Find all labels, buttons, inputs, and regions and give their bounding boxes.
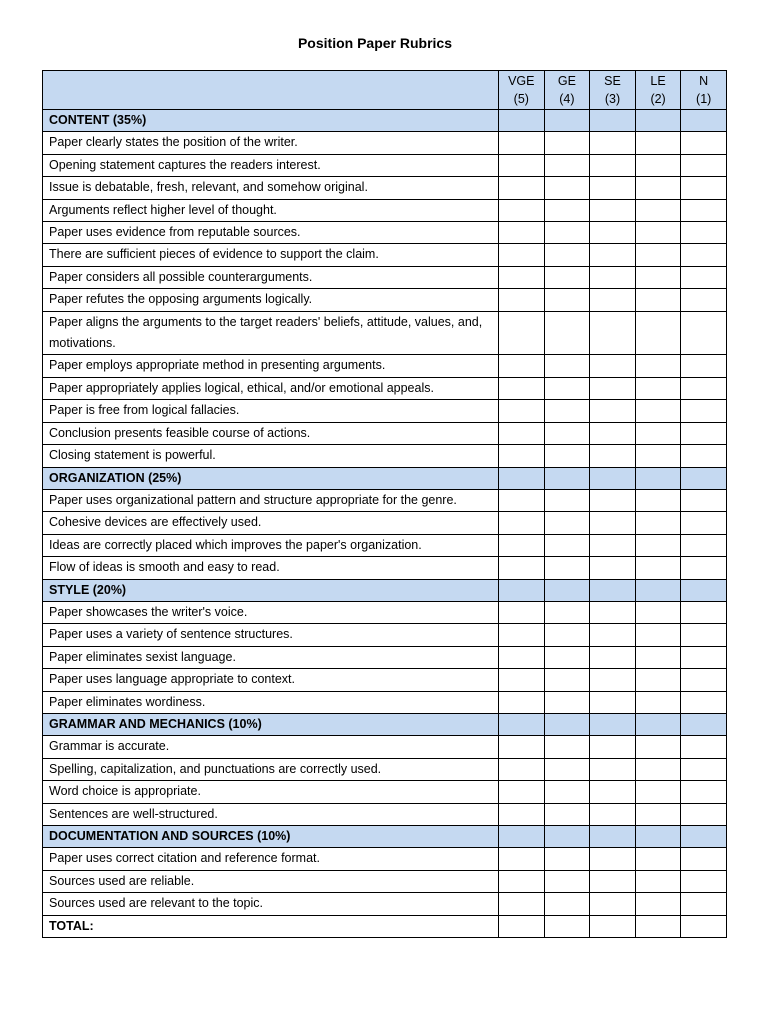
section-heading: CONTENT (35%) (43, 110, 499, 132)
score-cell (590, 467, 636, 489)
rubric-body (43, 110, 727, 938)
criterion-row (43, 422, 727, 444)
score-cell[interactable] (544, 736, 590, 758)
score-header-points: (4) (559, 92, 575, 106)
score-cell[interactable] (635, 736, 681, 758)
score-cell[interactable] (544, 691, 590, 713)
criterion-text: Paper uses correct citation and reference format. (43, 848, 499, 870)
score-cell[interactable] (590, 691, 636, 713)
score-cell[interactable] (590, 199, 636, 221)
criterion-text: Paper uses organizational pattern and structure appropriate for the genre. (43, 489, 499, 511)
criterion-text: Spelling, capitalization, and punctuations are correctly used. (43, 758, 499, 780)
criterion-row (43, 311, 727, 355)
score-cell (544, 467, 590, 489)
total-label: TOTAL: (43, 915, 499, 937)
score-cell[interactable] (590, 736, 636, 758)
score-cell[interactable] (681, 400, 727, 422)
criterion-row (43, 803, 727, 825)
criterion-text: Cohesive devices are effectively used. (43, 512, 499, 534)
criterion-row (43, 199, 727, 221)
score-cell[interactable] (635, 422, 681, 444)
score-cell[interactable] (681, 848, 727, 870)
criterion-text: Opening statement captures the readers interest. (43, 154, 499, 176)
score-cell[interactable] (499, 758, 545, 780)
score-cell[interactable] (544, 893, 590, 915)
score-cell[interactable] (590, 893, 636, 915)
score-cell[interactable] (590, 624, 636, 646)
score-cell[interactable] (635, 266, 681, 288)
score-cell[interactable] (635, 758, 681, 780)
score-cell[interactable] (544, 222, 590, 244)
score-cell[interactable] (681, 199, 727, 221)
score-cell[interactable] (590, 758, 636, 780)
criterion-text: Sources used are reliable. (43, 870, 499, 892)
score-cell[interactable] (499, 377, 545, 399)
score-cell[interactable] (635, 534, 681, 556)
score-cell[interactable] (590, 781, 636, 803)
score-cell[interactable] (544, 601, 590, 623)
score-cell[interactable] (635, 355, 681, 377)
score-header-points: (2) (650, 92, 666, 106)
score-cell[interactable] (499, 848, 545, 870)
score-cell (635, 467, 681, 489)
criterion-row (43, 848, 727, 870)
score-cell[interactable] (499, 154, 545, 176)
score-cell (635, 713, 681, 735)
score-header-abbr: SE (604, 74, 621, 88)
criterion-row (43, 177, 727, 199)
score-cell[interactable] (590, 132, 636, 154)
score-cell[interactable] (499, 266, 545, 288)
score-cell[interactable] (499, 803, 545, 825)
score-cell[interactable] (499, 132, 545, 154)
total-row (43, 915, 727, 937)
score-cell[interactable] (681, 266, 727, 288)
score-cell[interactable] (544, 422, 590, 444)
score-cell[interactable] (590, 646, 636, 668)
section-row (43, 579, 727, 601)
score-cell (635, 826, 681, 848)
score-cell[interactable] (590, 244, 636, 266)
score-cell[interactable] (681, 915, 727, 937)
score-cell (499, 826, 545, 848)
score-cell[interactable] (544, 803, 590, 825)
score-cell[interactable] (590, 557, 636, 579)
score-cell[interactable] (681, 624, 727, 646)
score-cell[interactable] (544, 177, 590, 199)
score-cell[interactable] (635, 512, 681, 534)
score-cell[interactable] (681, 445, 727, 467)
score-cell[interactable] (635, 557, 681, 579)
score-cell (681, 579, 727, 601)
score-cell (499, 467, 545, 489)
score-cell[interactable] (590, 669, 636, 691)
section-heading: ORGANIZATION (25%) (43, 467, 499, 489)
score-cell[interactable] (635, 870, 681, 892)
score-header-vge (499, 71, 545, 110)
score-cell[interactable] (544, 244, 590, 266)
criterion-text: There are sufficient pieces of evidence to support the claim. (43, 244, 499, 266)
criterion-row (43, 266, 727, 288)
score-cell[interactable] (681, 781, 727, 803)
score-cell[interactable] (590, 848, 636, 870)
score-cell[interactable] (590, 422, 636, 444)
score-cell[interactable] (590, 311, 636, 355)
score-cell[interactable] (544, 311, 590, 355)
score-cell[interactable] (590, 512, 636, 534)
score-cell[interactable] (681, 557, 727, 579)
score-cell[interactable] (635, 624, 681, 646)
criterion-row (43, 512, 727, 534)
score-cell[interactable] (635, 781, 681, 803)
criterion-text: Paper clearly states the position of the writer. (43, 132, 499, 154)
criterion-text: Paper considers all possible counterarguments. (43, 266, 499, 288)
score-header-points: (3) (604, 92, 621, 106)
score-cell[interactable] (590, 489, 636, 511)
score-cell (681, 713, 727, 735)
score-cell (544, 713, 590, 735)
score-cell[interactable] (544, 400, 590, 422)
score-cell[interactable] (681, 601, 727, 623)
score-cell[interactable] (590, 445, 636, 467)
score-cell[interactable] (681, 311, 727, 355)
score-cell[interactable] (635, 691, 681, 713)
score-cell[interactable] (544, 154, 590, 176)
score-cell[interactable] (499, 893, 545, 915)
score-cell (499, 579, 545, 601)
criterion-row (43, 244, 727, 266)
section-row (43, 110, 727, 132)
section-heading: STYLE (20%) (43, 579, 499, 601)
score-cell[interactable] (681, 803, 727, 825)
rubric-header-row (43, 71, 727, 110)
criteria-header-cell (43, 71, 499, 110)
criterion-text: Paper aligns the arguments to the target readers' beliefs, attitude, values, and, motivations. (43, 311, 499, 355)
score-cell[interactable] (635, 132, 681, 154)
score-cell[interactable] (544, 557, 590, 579)
score-cell[interactable] (544, 199, 590, 221)
criterion-row (43, 893, 727, 915)
score-cell (681, 110, 727, 132)
score-cell[interactable] (499, 489, 545, 511)
score-cell[interactable] (499, 311, 545, 355)
score-cell[interactable] (590, 400, 636, 422)
criterion-text: Paper appropriately applies logical, ethical, and/or emotional appeals. (43, 377, 499, 399)
score-cell[interactable] (590, 177, 636, 199)
score-cell (590, 826, 636, 848)
score-cell[interactable] (635, 646, 681, 668)
score-cell[interactable] (635, 848, 681, 870)
score-cell[interactable] (681, 534, 727, 556)
score-cell[interactable] (544, 132, 590, 154)
score-cell (590, 579, 636, 601)
score-cell[interactable] (499, 177, 545, 199)
score-cell (544, 826, 590, 848)
score-cell[interactable] (635, 400, 681, 422)
score-cell (635, 579, 681, 601)
score-cell (590, 713, 636, 735)
score-header-ge (544, 71, 590, 110)
score-cell[interactable] (590, 355, 636, 377)
score-cell[interactable] (635, 803, 681, 825)
score-cell[interactable] (635, 177, 681, 199)
score-cell (590, 110, 636, 132)
score-cell[interactable] (499, 557, 545, 579)
criterion-row (43, 445, 727, 467)
score-cell[interactable] (635, 915, 681, 937)
criterion-text: Issue is debatable, fresh, relevant, and somehow original. (43, 177, 499, 199)
criterion-row (43, 669, 727, 691)
score-cell (544, 579, 590, 601)
score-cell[interactable] (499, 422, 545, 444)
criterion-row (43, 154, 727, 176)
score-cell[interactable] (499, 534, 545, 556)
criterion-text: Paper eliminates wordiness. (43, 691, 499, 713)
score-cell[interactable] (681, 377, 727, 399)
criterion-row (43, 870, 727, 892)
score-cell[interactable] (681, 870, 727, 892)
score-cell (681, 467, 727, 489)
criterion-row (43, 289, 727, 311)
score-cell[interactable] (499, 355, 545, 377)
score-cell[interactable] (681, 289, 727, 311)
score-header-abbr: LE (650, 74, 666, 88)
score-cell[interactable] (544, 624, 590, 646)
score-cell[interactable] (681, 222, 727, 244)
score-cell[interactable] (590, 870, 636, 892)
score-cell[interactable] (681, 154, 727, 176)
score-cell[interactable] (499, 289, 545, 311)
criterion-row (43, 781, 727, 803)
score-cell[interactable] (499, 870, 545, 892)
criterion-text: Paper employs appropriate method in presenting arguments. (43, 355, 499, 377)
section-row (43, 826, 727, 848)
score-header-points: (5) (513, 92, 529, 106)
criterion-row (43, 601, 727, 623)
score-cell[interactable] (499, 736, 545, 758)
score-cell[interactable] (635, 893, 681, 915)
score-cell[interactable] (590, 289, 636, 311)
score-cell (499, 713, 545, 735)
score-cell[interactable] (681, 177, 727, 199)
score-cell (499, 110, 545, 132)
score-cell[interactable] (499, 222, 545, 244)
section-heading: DOCUMENTATION AND SOURCES (10%) (43, 826, 499, 848)
score-header-abbr: GE (557, 74, 576, 88)
score-cell[interactable] (499, 691, 545, 713)
score-cell[interactable] (681, 669, 727, 691)
score-header-se (590, 71, 636, 110)
score-cell[interactable] (590, 915, 636, 937)
score-cell[interactable] (544, 669, 590, 691)
score-cell[interactable] (635, 377, 681, 399)
score-cell[interactable] (499, 624, 545, 646)
criterion-row (43, 557, 727, 579)
score-header-abbr: VGE (508, 74, 535, 88)
criterion-text: Closing statement is powerful. (43, 445, 499, 467)
score-cell[interactable] (544, 758, 590, 780)
score-cell[interactable] (590, 601, 636, 623)
criterion-text: Conclusion presents feasible course of actions. (43, 422, 499, 444)
score-header-n (681, 71, 727, 110)
score-cell[interactable] (681, 422, 727, 444)
score-cell[interactable] (544, 289, 590, 311)
score-cell[interactable] (499, 915, 545, 937)
score-cell[interactable] (681, 893, 727, 915)
score-cell[interactable] (590, 266, 636, 288)
score-cell[interactable] (499, 781, 545, 803)
score-cell[interactable] (635, 244, 681, 266)
score-cell[interactable] (544, 355, 590, 377)
criterion-row (43, 222, 727, 244)
criterion-row (43, 646, 727, 668)
criterion-row (43, 534, 727, 556)
score-cell[interactable] (499, 244, 545, 266)
score-cell (635, 110, 681, 132)
score-cell[interactable] (635, 311, 681, 355)
score-cell[interactable] (681, 691, 727, 713)
score-cell[interactable] (681, 355, 727, 377)
criterion-text: Ideas are correctly placed which improves the paper's organization. (43, 534, 499, 556)
criterion-text: Word choice is appropriate. (43, 781, 499, 803)
criterion-row (43, 691, 727, 713)
criterion-row (43, 400, 727, 422)
score-cell[interactable] (544, 646, 590, 668)
page-title: Position Paper Rubrics (297, 35, 453, 51)
section-heading: GRAMMAR AND MECHANICS (10%) (43, 713, 499, 735)
score-cell[interactable] (499, 646, 545, 668)
score-cell[interactable] (499, 601, 545, 623)
score-cell[interactable] (544, 781, 590, 803)
score-cell[interactable] (544, 377, 590, 399)
score-cell[interactable] (635, 445, 681, 467)
score-header-points: (1) (696, 92, 712, 106)
score-cell[interactable] (544, 445, 590, 467)
score-cell[interactable] (544, 870, 590, 892)
criterion-row (43, 758, 727, 780)
score-cell[interactable] (499, 400, 545, 422)
score-cell (544, 110, 590, 132)
criterion-text: Paper showcases the writer's voice. (43, 601, 499, 623)
score-cell[interactable] (635, 669, 681, 691)
score-cell[interactable] (590, 377, 636, 399)
criterion-row (43, 736, 727, 758)
section-row (43, 467, 727, 489)
score-cell (681, 826, 727, 848)
score-cell[interactable] (635, 489, 681, 511)
score-cell[interactable] (681, 512, 727, 534)
criterion-text: Grammar is accurate. (43, 736, 499, 758)
criterion-text: Arguments reflect higher level of thought. (43, 199, 499, 221)
score-cell[interactable] (681, 758, 727, 780)
section-row (43, 713, 727, 735)
score-header-abbr: N (699, 74, 709, 88)
score-cell[interactable] (544, 534, 590, 556)
criterion-text: Paper uses a variety of sentence structures. (43, 624, 499, 646)
score-cell[interactable] (544, 266, 590, 288)
score-cell[interactable] (544, 848, 590, 870)
criterion-text: Paper refutes the opposing arguments logically. (43, 289, 499, 311)
score-cell[interactable] (590, 222, 636, 244)
criterion-text: Flow of ideas is smooth and easy to read. (43, 557, 499, 579)
score-cell[interactable] (681, 736, 727, 758)
criterion-row (43, 132, 727, 154)
criterion-row (43, 355, 727, 377)
score-cell[interactable] (499, 669, 545, 691)
criterion-row (43, 377, 727, 399)
criterion-text: Paper eliminates sexist language. (43, 646, 499, 668)
score-header-le (635, 71, 681, 110)
criterion-text: Paper is free from logical fallacies. (43, 400, 499, 422)
criterion-text: Paper uses evidence from reputable sources. (43, 222, 499, 244)
score-cell[interactable] (544, 915, 590, 937)
score-cell[interactable] (499, 199, 545, 221)
score-cell[interactable] (681, 132, 727, 154)
criterion-row (43, 489, 727, 511)
score-cell[interactable] (499, 512, 545, 534)
score-cell[interactable] (499, 445, 545, 467)
score-cell[interactable] (635, 222, 681, 244)
score-cell[interactable] (635, 199, 681, 221)
rubric-table (42, 70, 727, 938)
criterion-text: Sources used are relevant to the topic. (43, 893, 499, 915)
score-cell[interactable] (635, 601, 681, 623)
score-cell[interactable] (681, 244, 727, 266)
score-cell[interactable] (590, 803, 636, 825)
score-cell[interactable] (635, 154, 681, 176)
score-cell[interactable] (681, 646, 727, 668)
criterion-text: Sentences are well-structured. (43, 803, 499, 825)
score-cell[interactable] (681, 489, 727, 511)
criterion-text: Paper uses language appropriate to context. (43, 669, 499, 691)
score-cell[interactable] (590, 534, 636, 556)
criterion-row (43, 624, 727, 646)
score-cell[interactable] (544, 512, 590, 534)
score-cell[interactable] (635, 289, 681, 311)
score-cell[interactable] (544, 489, 590, 511)
score-cell[interactable] (590, 154, 636, 176)
